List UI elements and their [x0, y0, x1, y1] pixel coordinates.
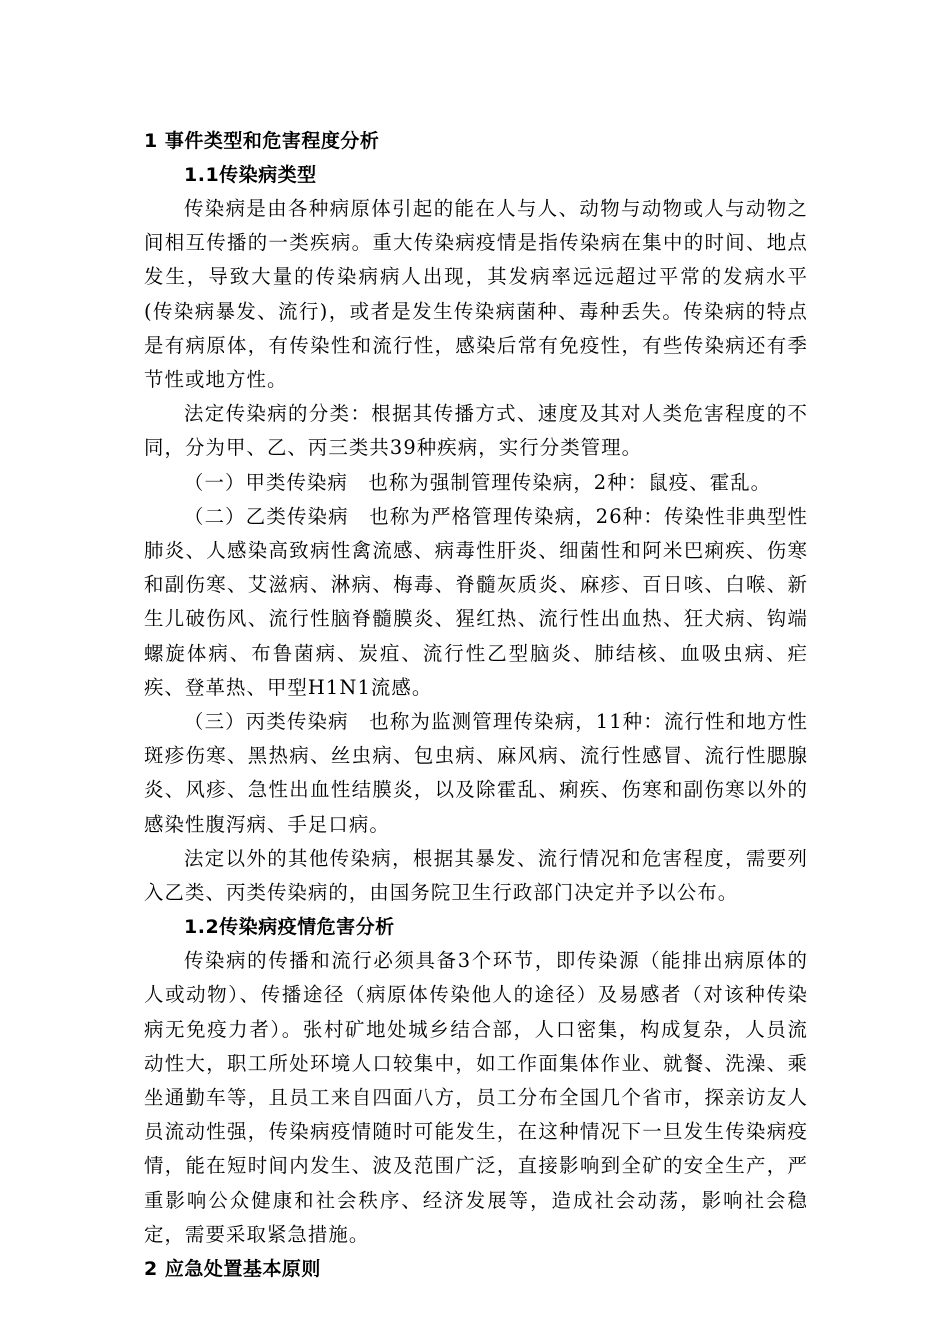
paragraph-legal-classification: 法定传染病的分类：根据其传播方式、速度及其对人类危害程度的不同，分为甲、乙、丙三类共39种疾病，实行分类管理。	[144, 402, 808, 460]
paragraph-disease-definition: 传染病是由各种病原体引起的能在人与人、动物与动物或人与动物之间相互传播的一类疾病。重大传染病疫情是指传染病在集中的时间、地点发生，导致大量的传染病病人出现，其发病率远远超过平常的发病水平(传染病暴发、流行)，或者是发生传染病菌种、毒种丢失。传染病的特点是有病原体，有传染性和流行性，感染后常有免疫性，有些传染病还有季节性或地方性。	[144, 197, 808, 392]
paragraph-other-diseases: 法定以外的其他传染病，根据其暴发、流行情况和危害程度，需要列入乙类、丙类传染病的，由国务院卫生行政部门决定并予以公布。	[144, 846, 808, 905]
section-1-heading: 1 事件类型和危害程度分析	[144, 130, 380, 152]
section-1-1-heading: 1.1传染病类型	[184, 164, 317, 186]
paragraph-class-c: （三）丙类传染病 也称为监测管理传染病，11种：流行性和地方性斑疹伤寒、黑热病、丝虫病、包虫病、麻风病、流行性感冒、流行性腮腺炎、风疹、急性出血性结膜炎，以及除霍乱、痢疾、伤寒和副伤寒以外的感染性腹泻病、手足口病。	[144, 710, 808, 836]
paragraph-hazard-analysis: 传染病的传播和流行必须具备3个环节，即传染源（能排出病原体的人或动物）、传播途径（病原体传染他人的途径）及易感者（对该种传染病无免疫力者）。张村矿地处城乡结合部，人口密集，构成复杂，人员流动性大，职工所处环境人口较集中，如工作面集体作业、就餐、洗澡、乘坐通勤车等，且员工来自四面八方，员工分布全国几个省市，探亲访友人员流动性强，传染病疫情随时可能发生，在这种情况下一旦发生传染病疫情，能在短时间内发生、波及范围广泛，直接影响到全矿的安全生产，严重影响公众健康和社会秩序、经济发展等，造成社会动荡，影响社会稳定，需要采取紧急措施。	[144, 949, 808, 1246]
document-page	[144, 124, 808, 1286]
section-2-heading: 2 应急处置基本原则	[144, 1258, 321, 1281]
section-1-2-heading: 1.2传染病疫情危害分析	[184, 916, 395, 939]
paragraph-class-a: （一）甲类传染病 也称为强制管理传染病，2种：鼠疫、霍乱。	[184, 470, 772, 494]
paragraph-class-b: （二）乙类传染病 也称为严格管理传染病，26种：传染性非典型性肺炎、人感染高致病性禽流感、病毒性肝炎、细菌性和阿米巴痢疾、伤寒和副伤寒、艾滋病、淋病、梅毒、脊髓灰质炎、麻疹、百日咳、白喉、新生儿破伤风、流行性脑脊髓膜炎、猩红热、流行性出血热、狂犬病、钩端螺旋体病、布鲁菌病、炭疽、流行性乙型脑炎、肺结核、血吸虫病、疟疾、登革热、甲型H1N1流感。	[144, 504, 808, 699]
